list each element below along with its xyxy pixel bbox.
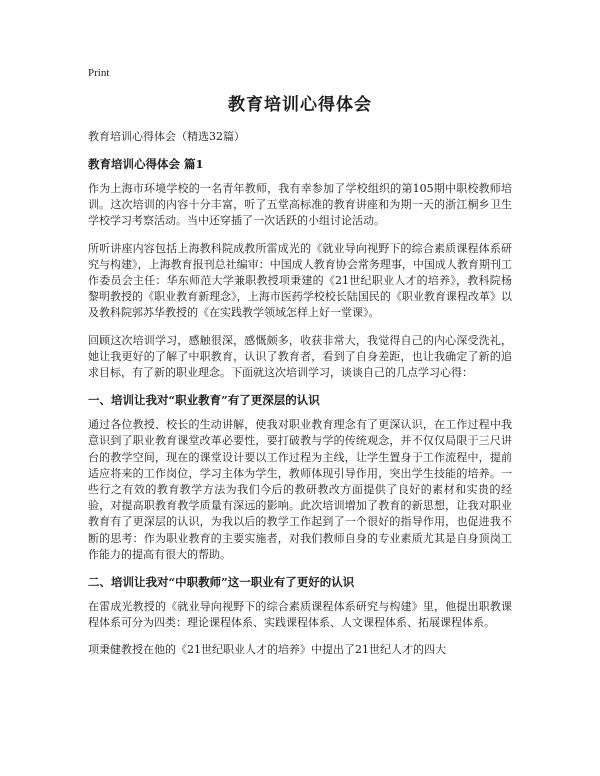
- section-2-paragraph-2: 项秉健教授在他的《21世纪职业人才的培养》中提出了21世纪人才的四大: [88, 643, 446, 657]
- section-1-heading: 一、培训让我对“职业教育”有了更深层的认识: [88, 393, 320, 408]
- print-link[interactable]: Print: [88, 67, 110, 79]
- page-title: 教育培训心得体会: [228, 95, 372, 115]
- document-subtitle: 教育培训心得体会（精选32篇）: [88, 130, 245, 143]
- intro-paragraph-1: 作为上海市环境学校的一名青年教师，我有幸参加了学校组织的第105期中职校教师培训。这次培训的内容十分丰富，听了五堂高标准的教育讲座和为期一天的浙江桐乡卫生学校学习考察活动。当中还穿插了一次话跃的小组讨论活动。: [88, 182, 512, 228]
- section-1-paragraph: 通过各位教授、校长的生动讲解，使我对职业教育理念有了更深认识，在工作过程中我意识到了职业教育课堂改革必要性，要打破教与学的传统观念，并不仅仅局限于三尺讲台的教学空间，现在的课堂设计要以工作过程为主线，让学生置身于工作流程中，提前适应将来的工作岗位，学习主体为学生，教师体现引导作用，突出学生技能的培养。一些行之有效的教育教学方法为我们今后的教研教改方面提供了良好的素材和实贵的经验，对提高职教育教学质量有深远的影响。此次培训增加了教育的新思想，让我对职业教育有了更深层的认识，为我以后的教学工作起到了一个很好的指导作用，也促进我不断的思考：作为职业教育的主要实施者，对我们教师自身的专业素质尤其是自身顶岗工作能力的提高有很大的帮助。: [88, 418, 512, 561]
- section-2-heading: 二、培训让我对“中职教师”这一职业有了更好的认识: [88, 575, 355, 590]
- article-heading: 教育培训心得体会 篇1: [88, 157, 204, 171]
- section-2-paragraph-1: 在雷成光教授的《就业导向视野下的综合素质课程体系研究与构建》里，他提出职教课程体系可分为四类：理论课程体系、实践课程体系、人文课程体系、拓展课程体系。: [88, 600, 512, 630]
- intro-paragraph-3: 回顾这次培训学习，感触很深，感慨颇多，收获非常大，我觉得自己的内心深受洗礼，她让我更好的了解了中职教育，认识了教育者，看到了自身差距，也让我确定了新的追求目标，有了新的职业理念。下面就这次培训学习，谈谈自己的几点学习心得：: [88, 333, 512, 380]
- intro-paragraph-2: 所听讲座内容包括上海教科院成教所雷成光的《就业导向视野下的综合素质课程体系研究与构建》，上海教育报刊总社编审：中国成人教育协会常务理事，中国成人教育期刊工作委员会主任：华东师范大学兼职教授项秉建的《21世纪职业人才的培养》，教科院杨黎明教授的《职业教育新理念》，上海市医药学校校长陆国民的《职业教育课程改革》以及教科院郭苏华教授的《在实践教学领域怎样上好一堂课》。: [88, 241, 512, 320]
